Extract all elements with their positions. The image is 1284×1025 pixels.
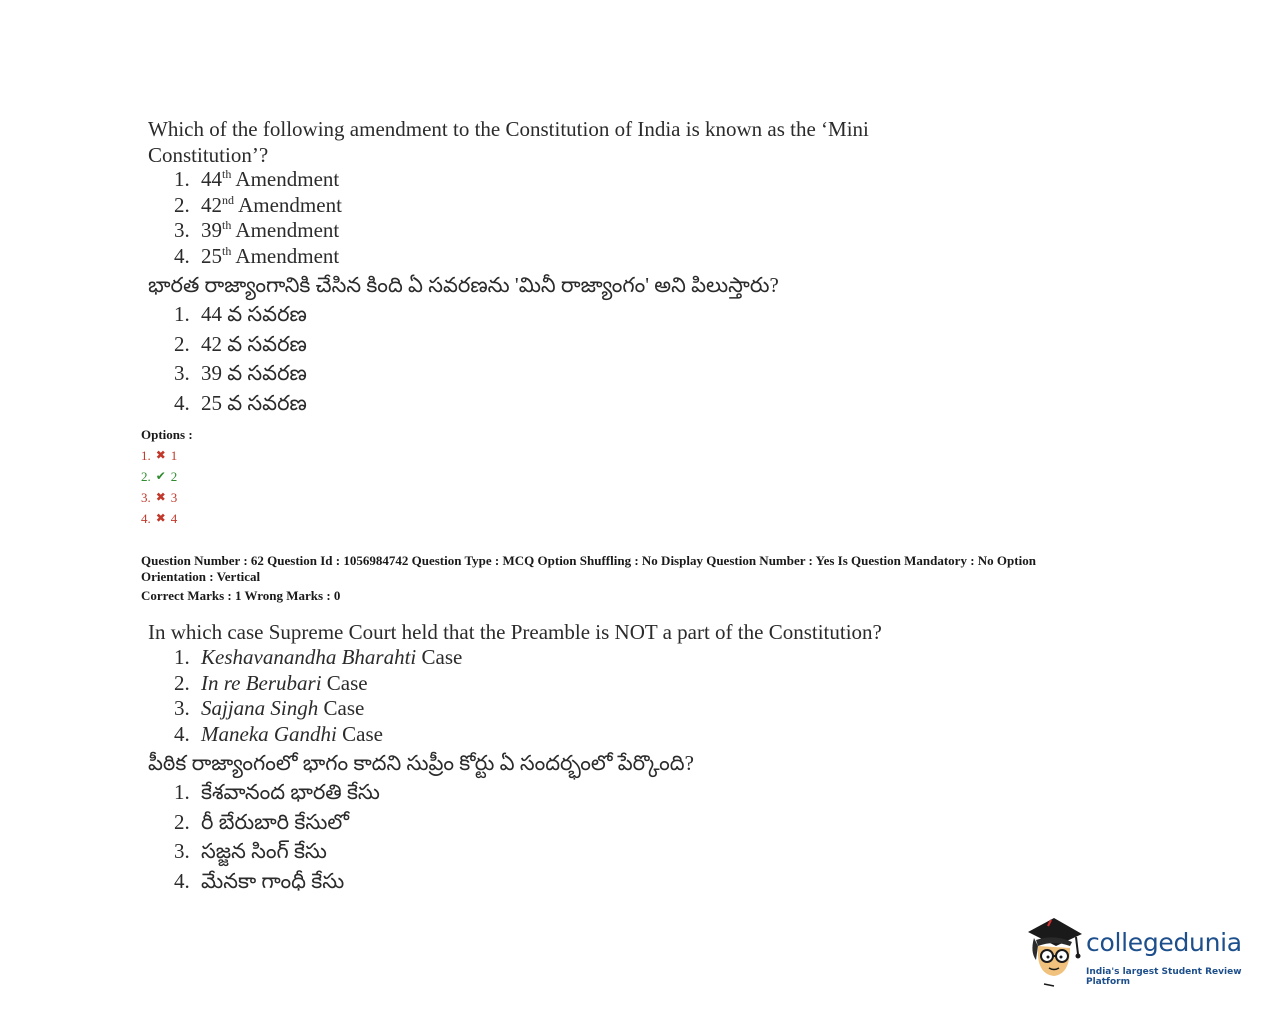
- q62-meta-line2: Orientation : Vertical: [141, 569, 261, 584]
- cross-icon: ✖: [155, 448, 166, 462]
- answer-option-3: 3. ✖ 3: [141, 487, 193, 508]
- options-label: Options :: [141, 427, 193, 442]
- collegedunia-mascot-logo-icon: [1024, 916, 1086, 988]
- q61-telugu-option-4: 4. 25 వ సవరణ: [174, 390, 307, 415]
- q61-question-line2: Constitution’?: [148, 143, 269, 167]
- q61-question-english: [148, 116, 869, 168]
- q61-english-option-3: 3. 39th Amendment: [174, 218, 340, 242]
- q61-telugu-option-2: 2. 42 వ సవరణ: [174, 331, 307, 356]
- q62-meta-line1: Question Number : 62 Question Id : 1056984742 Question Type : MCQ Option Shuffling : No Display Question Number : Yes Is Question Mandatory : No Option: [141, 553, 1036, 568]
- cross-icon: ✖: [155, 511, 166, 525]
- q61-english-options: [174, 167, 342, 269]
- answer-option-4: 4. ✖ 4: [141, 508, 193, 529]
- answer-option-2: 2. ✔ 2: [141, 466, 193, 487]
- q62-english-option-1: 1. Keshavanandha Bharahti Case: [174, 645, 463, 669]
- q62-english-option-3: 3. Sajjana Singh Case: [174, 696, 365, 720]
- q61-telugu-option-3: 3. 39 వ సవరణ: [174, 361, 307, 385]
- q61-question-telugu: భారత రాజ్యాంగానికి చేసిన కింది ఏ సవరణను 'మినీ రాజ్యాంగం' అని పిలుస్తారు?: [148, 273, 779, 297]
- answer-option-1: 1. ✖ 1: [141, 445, 193, 466]
- logo-brand-name: collegedunia: [1086, 928, 1242, 957]
- q62-telugu-options: [174, 778, 380, 896]
- q62-english-options: [174, 645, 462, 747]
- q62-english-option-4: 4. Maneka Gandhi Case: [174, 721, 383, 746]
- q62-question-telugu: పీఠిక రాజ్యాంగంలో భాగం కాదని సుప్రీం కోర్టు ఏ సందర్భంలో పేర్కొంది?: [148, 751, 694, 775]
- q62-telugu-option-1: 1. కేశవానంద భారతి కేసు: [174, 780, 380, 804]
- check-icon: ✔: [155, 469, 166, 483]
- q61-telugu-option-1: 1. 44 వ సవరణ: [174, 302, 307, 326]
- q62-question-english: In which case Supreme Court held that the Preamble is NOT a part of the Constitution?: [148, 620, 882, 644]
- q62-marks: Correct Marks : 1 Wrong Marks : 0: [141, 588, 341, 603]
- q62-telugu-option-4: 4. మేనకా గాంధీ కేసు: [174, 868, 345, 893]
- answer-options: [141, 424, 193, 529]
- q61-english-option-1: 1. 44th Amendment: [174, 167, 340, 191]
- logo-tagline: India's largest Student Review Platform: [1086, 967, 1242, 987]
- q61-question-line1: Which of the following amendment to the Constitution of India is known as the ‘Mini: [148, 117, 869, 141]
- q62-telugu-option-2: 2. రీ బేరుబారి కేసులో: [174, 809, 349, 834]
- q61-english-option-4: 4. 25th Amendment: [174, 243, 340, 268]
- q61-telugu-options: [174, 300, 307, 418]
- q62-english-option-2: 2. In re Berubari Case: [174, 670, 368, 695]
- q62-telugu-option-3: 3. సజ్జన సింగ్ కేసు: [174, 839, 327, 863]
- cross-icon: ✖: [155, 490, 166, 504]
- q61-english-option-2: 2. 42nd Amendment: [174, 192, 342, 217]
- collegedunia-logo[interactable]: [1024, 916, 1259, 988]
